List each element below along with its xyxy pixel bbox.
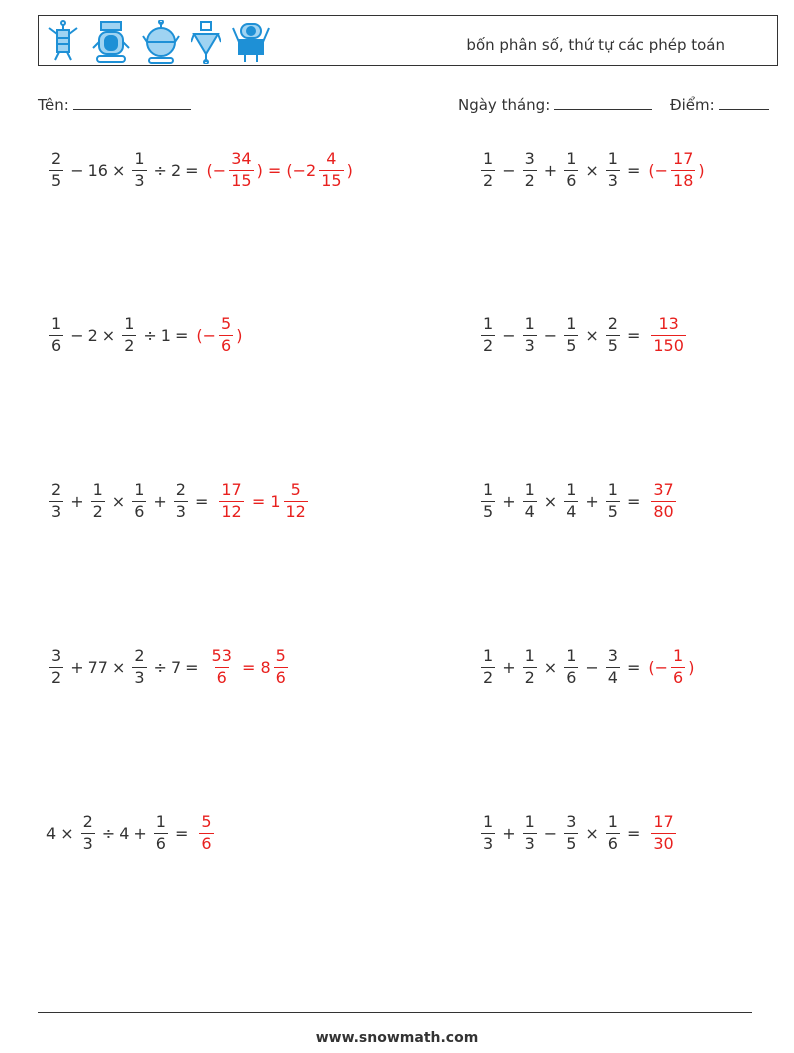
- sheet-title: bốn phân số, thứ tự các phép toán: [466, 36, 725, 54]
- denominator: 6: [673, 667, 684, 687]
- numerator: 5: [201, 812, 212, 832]
- answer: [207, 647, 291, 687]
- denominator: 6: [51, 335, 62, 355]
- operator: ÷: [143, 325, 157, 345]
- denominator: 2: [524, 170, 535, 190]
- operator: +: [543, 160, 558, 180]
- denominator: 4: [566, 501, 577, 521]
- operator: +: [153, 491, 167, 511]
- fraction: [199, 813, 213, 853]
- numerator: 1: [51, 314, 62, 334]
- fraction: [564, 315, 578, 355]
- numerator: 17: [673, 149, 694, 169]
- name-label: Tên:: [38, 96, 69, 114]
- numerator: 53: [211, 646, 232, 666]
- problem-1: [46, 145, 353, 195]
- fraction: [219, 481, 243, 521]
- answer: [196, 813, 216, 853]
- term: 16: [87, 160, 108, 180]
- fraction: [606, 150, 620, 190]
- numerator: 1: [566, 480, 577, 500]
- operator: ×: [111, 657, 126, 677]
- fraction: [210, 647, 234, 687]
- numerator: 13: [658, 314, 679, 334]
- denominator: 150: [653, 335, 684, 355]
- term: ): [688, 657, 695, 677]
- term: (−: [196, 325, 217, 345]
- operator: −: [70, 160, 84, 180]
- fraction: [481, 481, 495, 521]
- term: 77: [87, 657, 108, 677]
- denominator: 12: [221, 501, 242, 521]
- denominator: 3: [134, 170, 145, 190]
- fraction: [481, 813, 495, 853]
- operator: =: [185, 160, 199, 180]
- denominator: 6: [155, 833, 166, 853]
- fraction: [132, 481, 146, 521]
- operator: +: [502, 657, 516, 677]
- fraction: [523, 315, 537, 355]
- term: (−: [648, 657, 669, 677]
- denominator: 6: [275, 667, 286, 687]
- numerator: 1: [566, 149, 577, 169]
- term: 4: [119, 823, 130, 843]
- operator: −: [502, 325, 516, 345]
- problem-4: [478, 310, 689, 360]
- fraction: [174, 481, 188, 521]
- fraction: [154, 813, 168, 853]
- denominator: 3: [51, 501, 62, 521]
- operator: =: [185, 657, 199, 677]
- term: 2: [170, 160, 182, 180]
- answer: [648, 647, 694, 687]
- denominator: 6: [201, 833, 212, 853]
- denominator: 15: [231, 170, 252, 190]
- denominator: 30: [653, 833, 674, 853]
- operator: ×: [543, 657, 558, 677]
- denominator: 5: [607, 501, 618, 521]
- numerator: 1: [524, 646, 535, 666]
- denominator: 3: [607, 170, 618, 190]
- numerator: 2: [82, 812, 93, 832]
- numerator: 17: [221, 480, 242, 500]
- answer: [216, 481, 310, 521]
- fraction: [81, 813, 95, 853]
- operator: +: [502, 491, 516, 511]
- fraction: [319, 150, 343, 190]
- numerator: 1: [483, 149, 494, 169]
- operator: +: [133, 823, 147, 843]
- numerator: 37: [653, 480, 674, 500]
- operator: =: [626, 657, 641, 677]
- footer-website: www.snowmath.com: [315, 1030, 479, 1046]
- term: 4: [46, 823, 57, 843]
- robot-icon-4: [191, 20, 221, 64]
- fraction: [132, 150, 146, 190]
- numerator: 2: [51, 480, 62, 500]
- denominator: 12: [285, 501, 306, 521]
- fraction: [671, 150, 695, 190]
- score-field[interactable]: [670, 95, 769, 114]
- denominator: 6: [566, 667, 577, 687]
- fraction: [564, 647, 578, 687]
- fraction: [564, 481, 578, 521]
- numerator: 1: [673, 646, 684, 666]
- numerator: 1: [566, 314, 577, 334]
- operator: −: [543, 823, 558, 843]
- numerator: 3: [524, 149, 535, 169]
- answer: [648, 315, 689, 355]
- problem-5: [46, 476, 311, 526]
- fraction: [481, 150, 495, 190]
- denominator: 3: [524, 833, 535, 853]
- operator: =: [626, 325, 641, 345]
- denominator: 18: [673, 170, 694, 190]
- operator: ÷: [153, 160, 167, 180]
- term: = 8: [236, 657, 271, 677]
- operator: =: [626, 160, 641, 180]
- operator: =: [174, 325, 189, 345]
- fraction: [606, 647, 620, 687]
- operator: ×: [585, 160, 599, 180]
- term: ): [236, 325, 243, 345]
- fraction: [49, 315, 63, 355]
- operator: =: [174, 823, 189, 843]
- denominator: 4: [524, 501, 535, 521]
- header-box: [38, 15, 778, 66]
- operator: −: [502, 160, 516, 180]
- numerator: 1: [92, 480, 103, 500]
- numerator: 1: [524, 480, 535, 500]
- operator: ÷: [101, 823, 116, 843]
- numerator: 1: [524, 812, 535, 832]
- name-blank[interactable]: [73, 95, 191, 110]
- term: (−: [648, 160, 669, 180]
- fraction: [523, 647, 537, 687]
- term: 1: [160, 325, 171, 345]
- numerator: 5: [275, 646, 286, 666]
- operator: +: [502, 823, 516, 843]
- fraction: [606, 813, 620, 853]
- denominator: 2: [483, 667, 494, 687]
- problem-9: [46, 808, 217, 858]
- denominator: 6: [216, 667, 227, 687]
- fraction: [523, 481, 537, 521]
- denominator: 5: [566, 833, 577, 853]
- numerator: 1: [483, 314, 494, 334]
- denominator: 80: [653, 501, 674, 521]
- denominator: 5: [51, 170, 62, 190]
- operator: +: [70, 657, 84, 677]
- fraction: [671, 647, 685, 687]
- date-label: Ngày tháng:: [458, 96, 551, 114]
- denominator: 2: [92, 501, 103, 521]
- fraction: [91, 481, 105, 521]
- operator: ×: [111, 160, 126, 180]
- denominator: 3: [134, 667, 145, 687]
- denominator: 6: [221, 335, 232, 355]
- term: = 1: [246, 491, 281, 511]
- numerator: 1: [483, 480, 494, 500]
- numerator: 1: [566, 646, 577, 666]
- numerator: 1: [607, 149, 618, 169]
- operator: ×: [543, 491, 558, 511]
- term: ) = (−2: [256, 160, 317, 180]
- fraction: [122, 315, 136, 355]
- robot-icon-2: [91, 20, 131, 64]
- problem-3: [46, 310, 242, 360]
- term: ): [698, 160, 705, 180]
- numerator: 1: [134, 480, 145, 500]
- operator: =: [194, 491, 209, 511]
- numerator: 1: [134, 149, 145, 169]
- denominator: 2: [124, 335, 135, 355]
- date-blank[interactable]: [554, 95, 652, 110]
- numerator: 17: [653, 812, 674, 832]
- numerator: 3: [607, 646, 618, 666]
- numerator: 34: [231, 149, 252, 169]
- robot-icon-3: [141, 20, 181, 64]
- term: 7: [170, 657, 182, 677]
- score-label: Điểm:: [670, 96, 715, 114]
- numerator: 1: [607, 480, 618, 500]
- problem-8: [478, 642, 694, 692]
- fraction: [132, 647, 146, 687]
- score-blank[interactable]: [719, 95, 769, 110]
- answer: [207, 150, 353, 190]
- robot-icon-5: [231, 20, 271, 64]
- denominator: 6: [134, 501, 145, 521]
- denominator: 5: [483, 501, 494, 521]
- operator: −: [70, 325, 84, 345]
- fraction: [49, 481, 63, 521]
- denominator: 4: [607, 667, 618, 687]
- numerator: 1: [524, 314, 535, 334]
- denominator: 2: [483, 335, 494, 355]
- denominator: 3: [483, 833, 494, 853]
- numerator: 5: [221, 314, 232, 334]
- denominator: 2: [51, 667, 62, 687]
- denominator: 5: [607, 335, 618, 355]
- fraction: [219, 315, 233, 355]
- footer-divider: [38, 1012, 752, 1013]
- numerator: 1: [483, 646, 494, 666]
- numerator: 3: [51, 646, 62, 666]
- fraction: [651, 813, 675, 853]
- denominator: 6: [607, 833, 618, 853]
- fraction: [229, 150, 253, 190]
- operator: ×: [111, 491, 126, 511]
- fraction: [651, 481, 675, 521]
- numerator: 5: [290, 480, 301, 500]
- problem-7: [46, 642, 291, 692]
- robot-icon-1: [45, 20, 81, 64]
- answer: [648, 481, 678, 521]
- fraction: [606, 481, 620, 521]
- denominator: 15: [321, 170, 342, 190]
- fraction: [481, 315, 495, 355]
- denominator: 2: [483, 170, 494, 190]
- answer: [648, 813, 678, 853]
- operator: ×: [101, 325, 116, 345]
- term: ): [346, 160, 353, 180]
- operator: −: [585, 657, 599, 677]
- fraction: [606, 315, 620, 355]
- operator: ÷: [153, 657, 167, 677]
- operator: +: [585, 491, 599, 511]
- denominator: 5: [566, 335, 577, 355]
- numerator: 1: [483, 812, 494, 832]
- fraction: [564, 813, 578, 853]
- operator: +: [70, 491, 84, 511]
- denominator: 3: [175, 501, 186, 521]
- fraction: [523, 150, 537, 190]
- problem-6: [478, 476, 679, 526]
- numerator: 1: [124, 314, 135, 334]
- denominator: 2: [524, 667, 535, 687]
- problem-10: [478, 808, 679, 858]
- fraction: [274, 647, 288, 687]
- numerator: 2: [607, 314, 618, 334]
- numerator: 2: [134, 646, 145, 666]
- operator: ×: [60, 823, 74, 843]
- operator: =: [626, 491, 641, 511]
- numerator: 1: [155, 812, 166, 832]
- fraction: [284, 481, 308, 521]
- denominator: 6: [566, 170, 577, 190]
- fraction: [651, 315, 686, 355]
- numerator: 1: [607, 812, 618, 832]
- operator: ×: [585, 325, 599, 345]
- numerator: 4: [326, 149, 337, 169]
- date-field[interactable]: [458, 95, 652, 114]
- fraction: [49, 150, 63, 190]
- answer: [648, 150, 704, 190]
- numerator: 3: [566, 812, 577, 832]
- term: (−: [206, 160, 227, 180]
- problem-2: [478, 145, 705, 195]
- operator: ×: [585, 823, 599, 843]
- fraction: [523, 813, 537, 853]
- fraction: [564, 150, 578, 190]
- fraction: [49, 647, 63, 687]
- denominator: 3: [82, 833, 93, 853]
- operator: =: [626, 823, 641, 843]
- name-field[interactable]: [38, 95, 191, 114]
- numerator: 2: [175, 480, 186, 500]
- fraction: [481, 647, 495, 687]
- numerator: 2: [51, 149, 62, 169]
- denominator: 3: [524, 335, 535, 355]
- answer: [196, 315, 242, 355]
- term: 2: [87, 325, 98, 345]
- operator: −: [543, 325, 558, 345]
